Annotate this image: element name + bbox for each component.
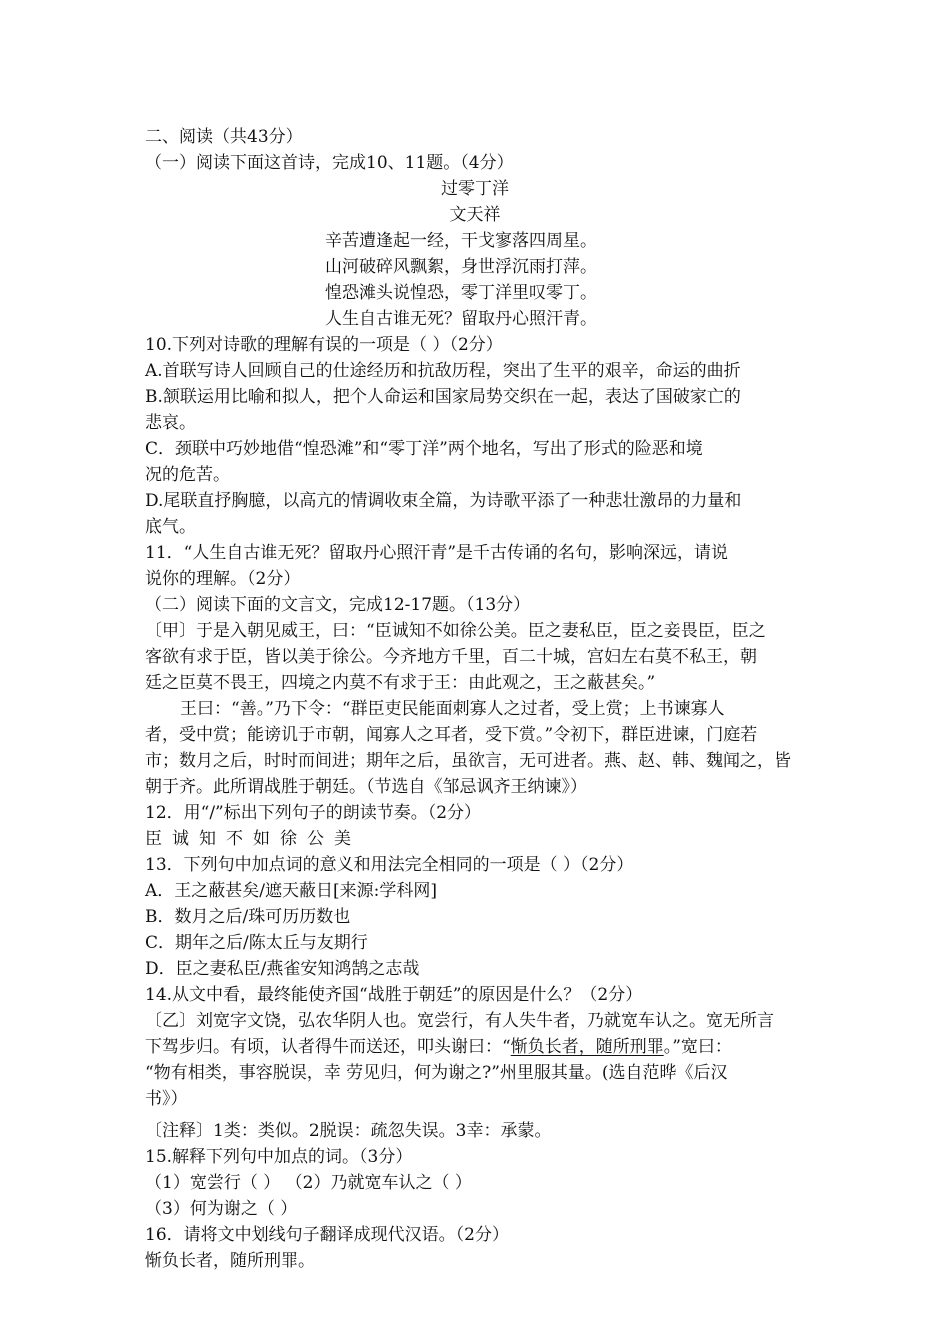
poem-line-2: 山河破碎风飘絮，身世浮沉雨打萍。 [325,257,597,277]
passage-yi-line: 书》） [145,1089,188,1109]
q12-stem: 12．用“/”标出下列句子的朗读节奏。（2分） [145,803,482,823]
passage-yi-text: 下驾步归。有顷，认者得牛而送还，叩头谢曰：“ [145,1037,511,1057]
passage-jia-line: 〔甲〕于是入朝见威王，曰：“臣诚知不如徐公美。臣之妻私臣，臣之妾畏臣，臣之 [145,621,766,641]
q13-stem: 13．下列句中加点词的意义和用法完全相同的一项是（ ）（2分） [145,855,634,875]
passage-yi-text: 。”宽曰： [663,1037,732,1057]
q16-stem: 16．请将文中划线句子翻译成现代汉语。（2分） [145,1225,509,1245]
q15-items-cont: （3）何为谢之（ ） [145,1199,298,1219]
q10-option-b-cont: 悲哀。 [145,413,196,433]
q11-stem: 11．“人生自古谁无死？留取丹心照汗青”是千古传诵的名句，影响深远，请说 [145,543,729,563]
q13-option-c: C．期年之后/陈太丘与友期行 [145,933,368,953]
q13-option-b: B．数月之后/珠可历历数也 [145,907,351,927]
poem-line-1: 辛苦遭逢起一经，干戈寥落四周星。 [325,231,597,251]
q13-option-d: D．臣之妻私臣/燕雀安知鸿鹄之志哉 [145,959,420,979]
passage-yi-line [145,1034,732,1060]
passage-jia-line: 市；数月之后，时时而间进；期年之后，虽欲言，无可进者。燕、赵、韩、魏闻之，皆 [145,751,791,771]
passage-yi-line: “物有相类，事容脱误，幸 劳见归，何为谢之?”州里服其量。(选自范晔《后汉 [145,1063,728,1083]
passage-jia-line: 廷之臣莫不畏王，四境之内莫不有求于王：由此观之，王之蔽甚矣。” [145,673,656,693]
poem-line-3: 惶恐滩头说惶恐，零丁洋里叹零丁。 [325,283,597,303]
poem-line-4: 人生自古谁无死？留取丹心照汗青。 [325,309,597,329]
q10-option-c-cont: 况的危苦。 [145,465,230,485]
q10-option-a: A.首联写诗人回顾自己的仕途经历和抗敌历程，突出了生平的艰辛，命运的曲折 [145,361,741,381]
poem-author: 文天祥 [449,205,501,225]
q10-option-d-cont: 底气。 [145,517,196,537]
annotation-notes: 〔注释〕1类：类似。2脱误：疏忽失误。3幸：承蒙。 [145,1121,552,1141]
passage-yi-line: 〔乙〕刘宽字文饶，弘农华阴人也。宽尝行，有人失牛者，乃就宽车认之。宽无所言 [145,1011,774,1031]
q14-stem: 14.从文中看，最终能使齐国“战胜于朝廷”的原因是什么？（2分） [145,985,643,1005]
q10-option-d: D.尾联直抒胸臆，以高亢的情调收束全篇，为诗歌平添了一种悲壮激昂的力量和 [145,491,742,511]
q11-stem-cont: 说你的理解。（2分） [145,569,301,589]
part1-instruction: （一）阅读下面这首诗，完成10、11题。（4分） [145,153,514,173]
passage-jia-line: 者，受中赏；能谤讥于市朝，闻寡人之耳者，受下赏。”令初下，群臣进谏，门庭若 [145,725,758,745]
q16-sentence: 惭负长者，随所刑罪。 [145,1251,315,1271]
part2-instruction: （二）阅读下面的文言文，完成12-17题。（13分） [145,595,531,615]
passage-jia-line: 朝于齐。此所谓战胜于朝廷。（节选自《邹忌讽齐王纳谏》） [145,777,587,797]
poem-title: 过零丁洋 [441,179,509,199]
q13-option-a: A．王之蔽甚矣/遮天蔽日[来源:学科网] [145,881,437,901]
underlined-sentence: 惭负长者，随所刑罪 [510,1037,664,1057]
section-title: 二、阅读（共43分） [145,127,303,147]
passage-jia-line: 王曰：“善。”乃下令：“群臣吏民能面刺寡人之过者，受上赏；上书谏寡人 [180,699,725,719]
passage-jia-line: 客欲有求于臣，皆以美于徐公。今齐地方千里，百二十城，宫妇左右莫不私王，朝 [145,647,757,667]
q15-items: （1）宽尝行（ ） （2）乃就宽车认之（ ） [145,1173,472,1193]
q10-stem: 10.下列对诗歌的理解有误的一项是（ ）（2分） [145,335,503,355]
q10-option-c: C．颈联中巧妙地借“惶恐滩”和“零丁洋”两个地名，写出了形式的险恶和境 [145,439,703,459]
q15-stem: 15.解释下列句中加点的词。（3分） [145,1147,413,1167]
q10-option-b: B.颔联运用比喻和拟人，把个人命运和国家局势交织在一起，表达了国破家亡的 [145,387,741,407]
q12-sentence: 臣诚知不如徐公美 [145,829,361,849]
